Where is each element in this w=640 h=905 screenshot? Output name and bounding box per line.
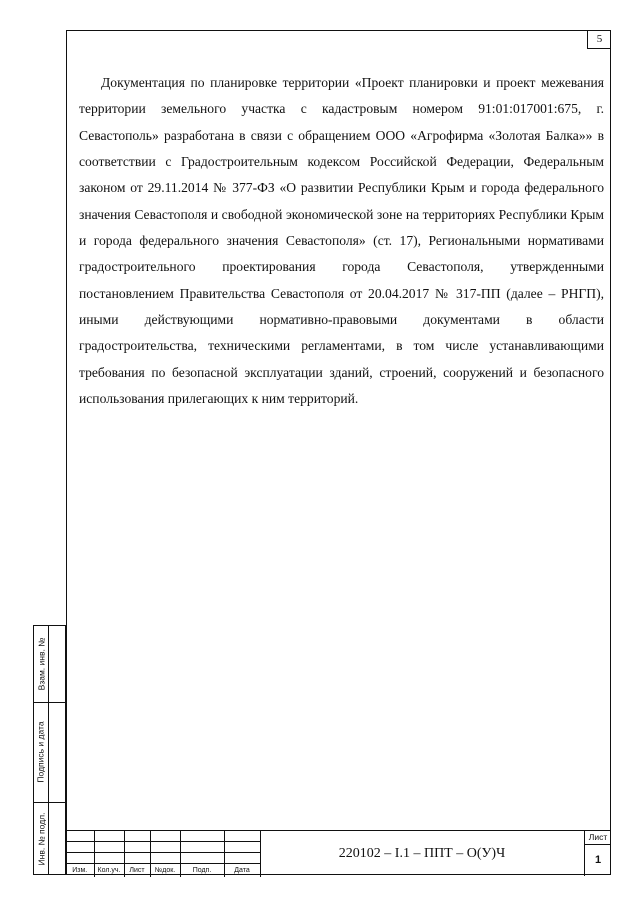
col-ndok: №док. bbox=[150, 864, 180, 878]
table-header-row bbox=[66, 864, 260, 878]
col-list: Лист bbox=[124, 864, 150, 878]
body-paragraph: Документация по планировке территории «Проект планировки и проект межевания территории земельного участка с кадастровым номером 91:01:017001:675, г. Севастополь» разработана в связи с обращением ООО «Агрофирма «Золотая Балка»» в соответствии с Градостроительным кодексом Российской Федерации, Федеральным законом от 29.11.2014 № 377-ФЗ «О развитии Республики Крым и города федерального значения Севастополя и свободной экономической зоне на территориях Республики Крым и города федерального значения Севастополя» (ст. 17), Региональными нормативами градостроительного проектирования города Севастополя, утвержденными постановлением Правительства Севастополя от 20.04.2017 № 317-ПП (далее – РНГП), иными действующими нормативно-правовыми документами в области градостроительства, техническими регламентами, в том числе устанавливающими требования по безопасной эксплуатации зданий, строений, сооружений и безопасного использования прилегающих к ним территорий. bbox=[79, 75, 604, 407]
title-block bbox=[66, 830, 611, 875]
col-data: Дата bbox=[224, 864, 260, 878]
col-podp: Подп. bbox=[180, 864, 224, 878]
col-izm: Изм. bbox=[66, 864, 94, 878]
col-kol-uch: Кол.уч. bbox=[94, 864, 124, 878]
revision-table bbox=[66, 831, 261, 877]
inv-podl-label: Инв. № подл. bbox=[36, 812, 47, 866]
side-stamp bbox=[33, 625, 66, 875]
sheet-box bbox=[584, 831, 611, 876]
table-row bbox=[66, 831, 260, 842]
sheet-number: 1 bbox=[594, 854, 602, 866]
vzam-inv-label: Взам. инв. № bbox=[36, 637, 47, 691]
document-code: 220102 – I.1 – ППТ – О(У)Ч bbox=[338, 845, 506, 861]
signature-date-label: Подпись и дата bbox=[36, 721, 47, 783]
sheet-label: Лист bbox=[585, 831, 611, 845]
table-row bbox=[66, 842, 260, 853]
table-row bbox=[66, 853, 260, 864]
side-stamp-divider bbox=[48, 626, 49, 874]
page-number: 5 bbox=[587, 30, 611, 49]
